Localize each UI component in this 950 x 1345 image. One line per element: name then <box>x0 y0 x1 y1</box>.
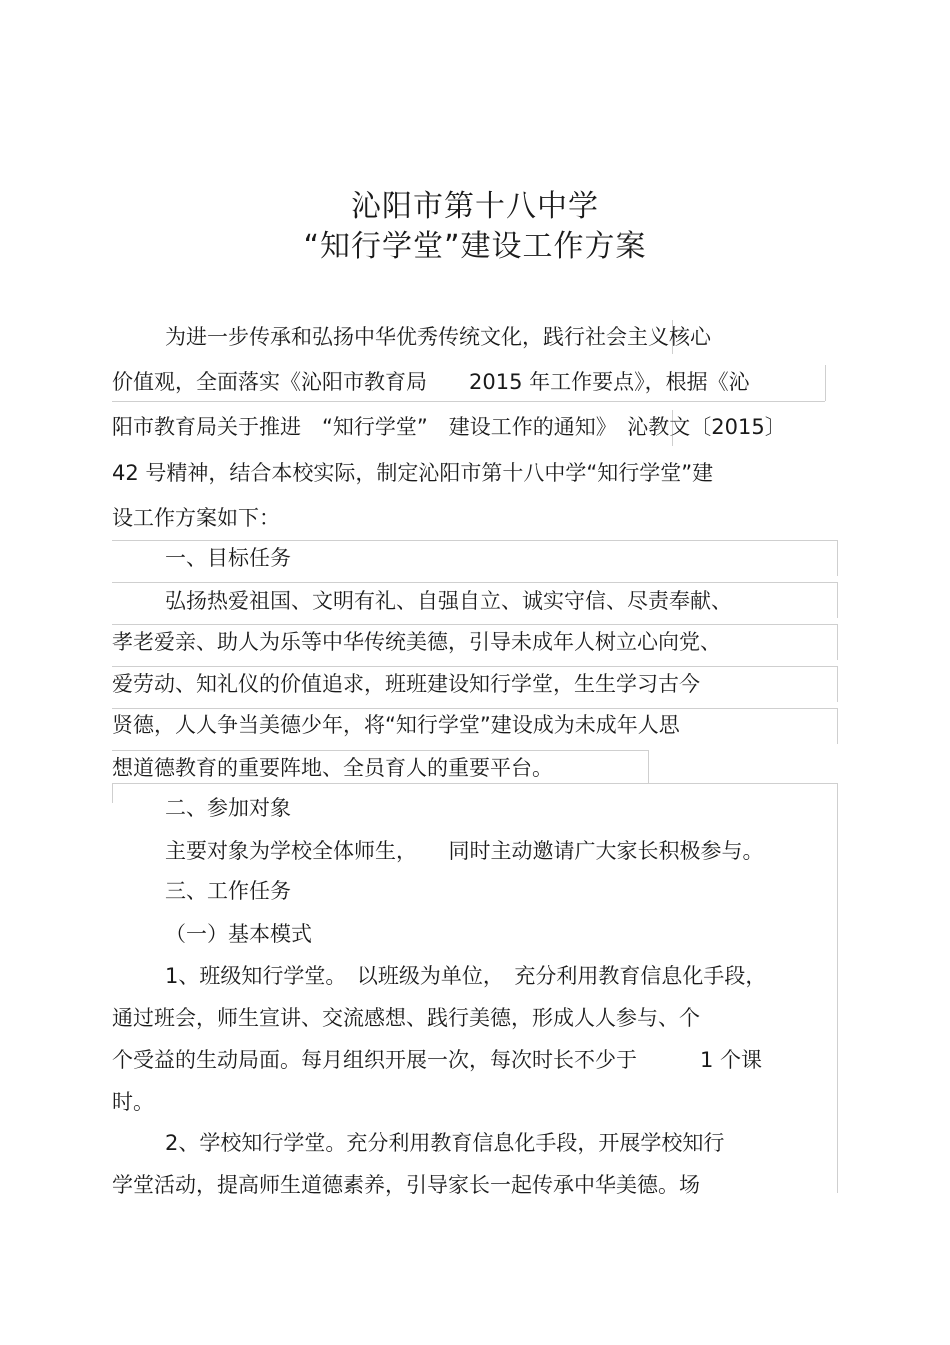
scan-artifact <box>837 582 838 618</box>
item1-line-4: 时。 <box>112 1090 154 1114</box>
section2-line-1: 主要对象为学校全体师生， 同时主动邀请广大家长积极参与。 <box>165 839 764 863</box>
scan-artifact <box>112 708 837 709</box>
section1-line-5: 想道德教育的重要阵地、全员育人的重要平台。 <box>112 756 553 780</box>
section3-heading: 三、工作任务 <box>165 879 291 903</box>
scan-artifact <box>112 750 648 751</box>
scan-artifact <box>112 783 837 784</box>
scan-artifact <box>112 666 837 667</box>
intro-line-4: 42 号精神，结合本校实际，制定沁阳市第十八中学“知行学堂”建 <box>112 461 714 485</box>
item1-line-3: 个受益的生动局面。每月组织开展一次，每次时长不少于 1 个课 <box>112 1048 763 1072</box>
section1-line-4: 贤德，人人争当美德少年，将“知行学堂”建设成为未成年人思 <box>112 713 680 737</box>
scan-artifact <box>112 783 113 803</box>
scan-artifact <box>825 365 826 401</box>
scan-artifact <box>837 783 838 1193</box>
section2-heading: 二、参加对象 <box>165 796 291 820</box>
item1-line-1: 1、班级知行学堂。 以班级为单位， 充分利用教育信息化手段， <box>165 964 767 988</box>
intro-line-5: 设工作方案如下： <box>112 506 280 530</box>
document-title-line2: “知行学堂”建设工作方案 <box>303 229 647 264</box>
scan-artifact <box>837 624 838 660</box>
item1-line-2: 通过班会，师生宣讲、交流感想、践行美德，形成人人参与、个 <box>112 1006 700 1030</box>
section1-line-3: 爱劳动、知礼仪的价值追求，班班建设知行学堂，生生学习古今 <box>112 672 700 696</box>
intro-line-1: 为进一步传承和弘扬中华优秀传统文化，践行社会主义核心 <box>165 325 711 349</box>
item2-line-2: 学堂活动，提高师生道德素养，引导家长一起传承中华美德。场 <box>112 1173 700 1197</box>
intro-line-2: 价值观，全面落实《沁阳市教育局 2015 年工作要点》，根据《沁 <box>112 370 750 394</box>
document-title-line1: 沁阳市第十八中学 <box>351 189 599 224</box>
section1-heading: 一、目标任务 <box>165 546 291 570</box>
section1-line-1: 弘扬热爱祖国、文明有礼、自强自立、诚实守信、尽责奉献、 <box>165 589 732 613</box>
item2-line-1: 2、学校知行学堂。充分利用教育信息化手段，开展学校知行 <box>165 1131 725 1155</box>
scan-artifact <box>837 708 838 744</box>
scan-artifact <box>112 540 837 541</box>
section3-subheading-1: （一）基本模式 <box>165 922 312 946</box>
scan-artifact <box>837 540 838 576</box>
scan-artifact <box>837 666 838 702</box>
scan-artifact <box>648 750 649 783</box>
section1-line-2: 孝老爱亲、助人为乐等中华传统美德，引导未成年人树立心向党、 <box>112 630 721 654</box>
scan-artifact <box>112 624 837 625</box>
scan-artifact <box>112 401 825 402</box>
intro-line-3: 阳市教育局关于推进 “知行学堂” 建设工作的通知》 沁教文〔2015〕 <box>112 415 786 439</box>
scan-artifact <box>112 582 837 583</box>
